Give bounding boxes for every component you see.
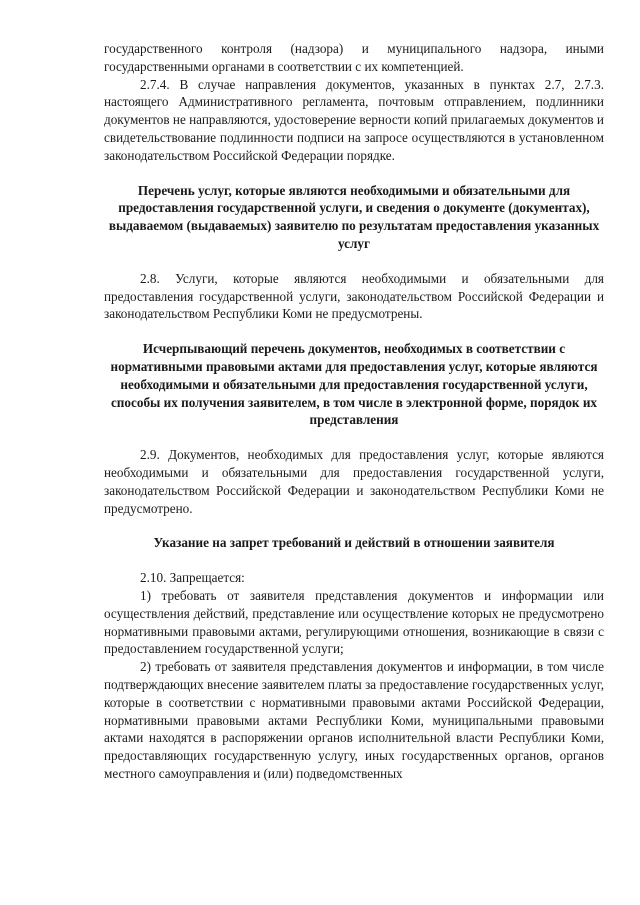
paragraph-continuation: государственного контроля (надзора) и муниципального надзора, иными государственными органами в соответствии с их компетенцией. [104, 41, 604, 74]
heading-services-list: Перечень услуг, которые являются необходимыми и обязательными для предоставления государственной услуги, и сведения о документе (документах), выдаваемом (выдаваемых) заявителю по результатам предоставления указанных услуг [108, 182, 600, 251]
paragraph-2-8: 2.8. Услуги, которые являются необходимыми и обязательными для предоставления государственной услуги, законодательством Российской Федерации и законодательством Республики Коми не предусмотрены. [104, 270, 604, 322]
paragraph-2-9: 2.9. Документов, необходимых для предоставления услуг, которые являются необходимыми и обязательными для предоставления государственной услуги, законодательством Российской Федерации и законодательством Республики Коми не предусмотрено. [104, 447, 604, 516]
paragraph-2-10: 2.10. Запрещается: [140, 570, 245, 586]
document-page [104, 40, 604, 783]
heading-prohibition: Указание на запрет требований и действий в отношении заявителя [153, 535, 555, 551]
list-item-2: 2) требовать от заявителя представления документов и информации, в том числе подтверждающих внесение заявителем платы за предоставление государственных услуг, которые в соответствии с нормативными правовыми актами Российской Федерации, нормативными правовыми актами Республики Коми, муниципальными правовыми актами находятся в распоряжении органов исполнительной власти Республики Коми, предоставляющих государственную услугу, иных государственных органов, органов местного самоуправления и (или) подведомственных [104, 659, 604, 781]
heading-documents-list: Исчерпывающий перечень документов, необходимых в соответствии с нормативными правовыми актами для предоставления услуг, которые являются необходимыми и обязательными для предоставления государственной услуги, способы их получения заявителем, в том числе в электронной форме, порядок их представления [110, 341, 598, 428]
paragraph-2-7-4: 2.7.4. В случае направления документов, указанных в пунктах 2.7, 2.7.3. настоящего Административного регламента, почтовым отправлением, подлинники документов не направляются, удостоверение верности копий прилагаемых документов и свидетельствование подлинности подписи на запросе осуществляются в установленном законодательством Российской Федерации порядке. [104, 76, 604, 163]
list-item-1: 1) требовать от заявителя представления документов и информации или осуществления действий, представление или осуществление которых не предусмотрено нормативными правовыми актами, регулирующими отношения, возникающие в связи с предоставлением государственной услуги; [104, 587, 604, 657]
